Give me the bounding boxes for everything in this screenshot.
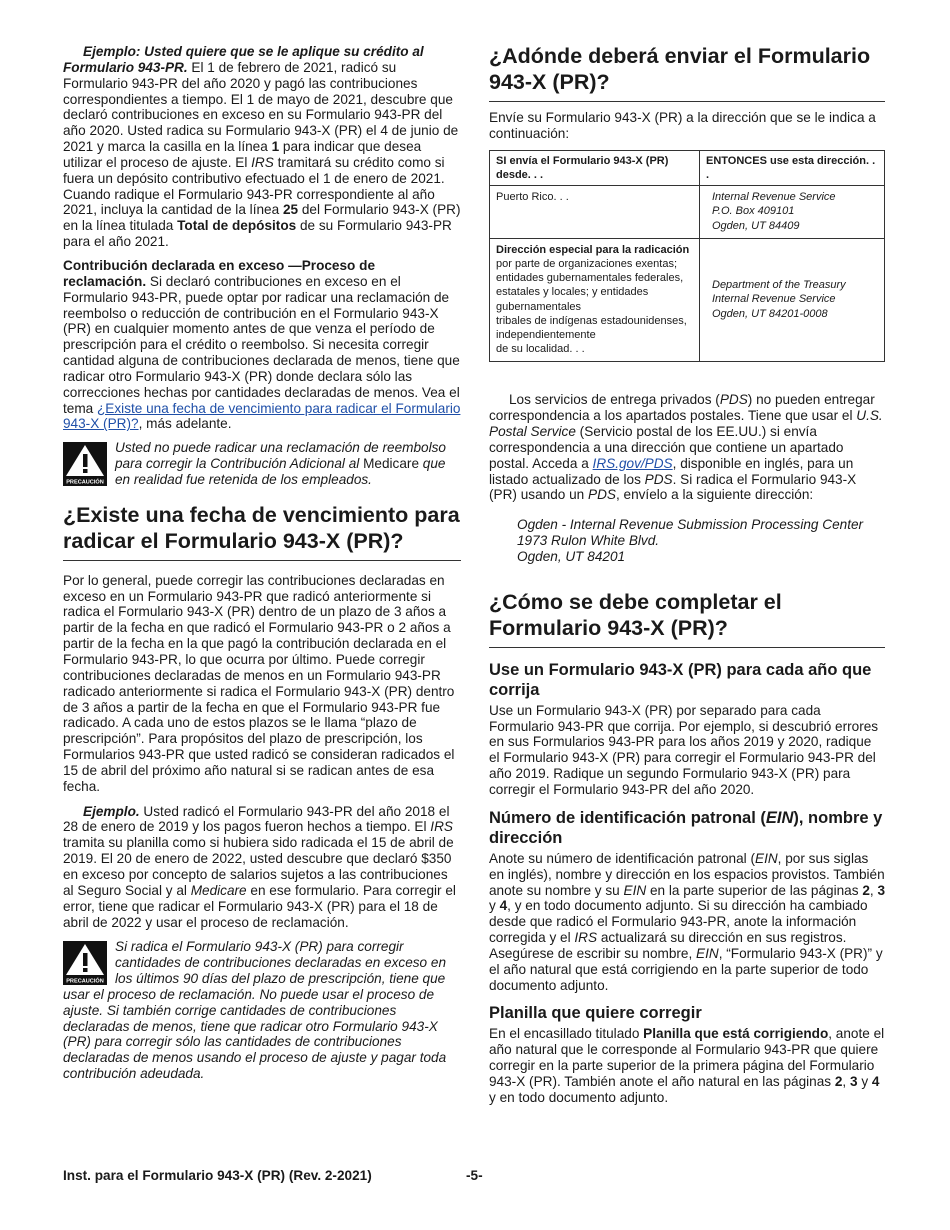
example-credit-paragraph: Ejemplo: Usted quiere que se le aplique su crédito al Formulario 943-PR. El 1 de febrero de 2021, radicó su Formulario 943-PR del año 2020 y pagó las contribuciones correspondientes a tiempo. El 1 de mayo de 2021, descubre que declaró contribuciones en exceso en su Formulario 943-PR del año 2020. Usted radica su Formulario 943-X (PR) el 4 de junio de 2021 y marca la casilla en la línea 1 para indicar que desea utilizar el proceso de ajuste. El IRS tramitará su crédito como si fuera un depósito contributivo efectuado el 1 de enero de 2021. Cuando radique el Formulario 943-PR correspondiente al año 2021, incluya la cantidad de la línea 25 del Formulario 943-X (PR) en la línea titulada Total de depósitos de su Formulario 943-PR para el año 2021.: [63, 44, 461, 250]
where-to-file-paragraph: Envíe su Formulario 943-X (PR) a la dirección que se le indica a continuación:: [489, 110, 876, 141]
heading-return-to-correct: Planilla que quiere corregir: [489, 1004, 702, 1023]
caution-label: PRECAUCIÓN: [66, 479, 104, 486]
table-cell-location: Puerto Rico. . .: [490, 186, 700, 239]
table-cell-location: Dirección especial para la radicación por parte de organizaciones exentas; entidades gubernamentales federales, estatales y locales; y entidades gubernamentales tribales de indígenas estadounidenses, independientemente de su localidad. . .: [490, 238, 700, 362]
caution-box-90-days: [63, 939, 461, 1082]
caution-warning-icon: [63, 941, 107, 985]
heading-where-to-file: ¿Adónde deberá enviar el Formulario 943-X (PR)?: [489, 43, 885, 102]
footer-page-number: -5-: [466, 1168, 483, 1183]
due-date-paragraph: Por lo general, puede corregir las contribuciones declaradas en exceso en un Formulario 943-PR que radicó anteriormente si radica el Formulario 943-X (PR) dentro de un plazo de 3 años a partir de la fecha en que radicó el Formulario 943-PR o 2 años a partir de la fecha en la que pagó la contribución declarada en el Formulario 943-PR, lo que ocurra por último. Puede corregir contribuciones declaradas de menos en un Formulario 943-PR radicado anteriormente si radica el Formulario 943-X (PR) dentro de 3 años a partir de la fecha en que el Formulario 943-PR fue radicado. A cada uno de estos plazos se le llama “plazo de prescripción”. Para propósitos del plazo de prescripción, los Formularios 943-PR que usted radicó se consideran radicados el 15 de abril del próximo año natural si se radican antes de esa fecha.: [63, 572, 455, 794]
caution-box-medicare: [63, 440, 461, 488]
table-header-address: ENTONCES use esta dirección. . .: [700, 150, 885, 185]
table-row: [490, 238, 885, 362]
right-column: [489, 0, 885, 1106]
left-column: [63, 0, 461, 1082]
footer-form-title: Inst. para el Formulario 943-X (PR) (Rev. 2-2021): [63, 1168, 372, 1183]
heading-one-form-per-year: Use un Formulario 943-X (PR) para cada año que corrija: [489, 660, 872, 699]
heading-due-date: ¿Existe una fecha de vencimiento para radicar el Formulario 943-X (PR)?: [63, 502, 461, 561]
due-date-link[interactable]: ¿Existe una fecha de vencimiento para radicar el Formulario 943-X (PR)?: [63, 400, 461, 432]
caution-medicare-text: Usted no puede radicar una reclamación de reembolso para corregir la Contribución Adicional al Medicare que en realidad fue retenida de los empleados.: [115, 440, 446, 487]
heading-how-to-complete: ¿Cómo se debe completar el Formulario 943-X (PR)?: [489, 589, 885, 648]
table-row: [490, 186, 885, 239]
overreported-claim-paragraph: Contribución declarada en exceso —Proceso de reclamación. Si declaró contribuciones en exceso en el Formulario 943-PR, puede optar por radicar una reclamación de reembolso o reducción de contribución en el Formulario 943-X (PR) en cualquier momento antes de que venza el período de prescripción para el crédito o reembolso. Si necesita corregir cantidad alguna de contribuciones declarada de menos, tiene que radicar otro Formulario 943-X (PR) donde declara sólo las correcciones hechas por cantidades declaradas de menos. Vea el tema ¿Existe una fecha de vencimiento para radicar el Formulario 943-X (PR)?, más adelante.: [63, 257, 461, 432]
address-table: [489, 150, 885, 363]
ein-paragraph: Anote su número de identificación patronal (EIN, por sus siglas en inglés), nombre y dirección en los espacios provistos. También anote su nombre y su EIN en la parte superior de las páginas 2, 3 y 4, y en todo documento adjunto. Si su dirección ha cambiado desde que radicó el Formulario 943-PR, anote la información corregida y el IRS actualizará su dirección en sus registros. Asegúrese de escribir su nombre, EIN, “Formulario 943-X (PR)” y el año natural que está corrigiendo en la parte superior de todo documento adjunto.: [489, 850, 886, 993]
ogden-address: Ogden - Internal Revenue Submission Processing Center 1973 Rulon White Blvd. Ogden, UT 84201: [517, 517, 864, 564]
caution-warning-icon: [63, 442, 107, 486]
return-to-correct-paragraph: En el encasillado titulado Planilla que está corrigiendo, anote el año natural que le corresponde al Formulario 943-PR que quiere corregir en la parte superior de la primera página del Formulario 943-X (PR). También anote el año natural en las páginas 2, 3 y 4 y en todo documento adjunto.: [489, 1026, 885, 1105]
table-cell-address: Department of the Treasury Internal Revenue Service Ogden, UT 84201-0008: [700, 238, 885, 362]
one-form-per-year-paragraph: Use un Formulario 943-X (PR) por separado para cada Formulario 943-PR que corrija. Por ejemplo, si descubrió errores en sus Formularios 943-PR para los años 2019 y 2020, radique el Formulario 943-X (PR) para corregir el Formulario 943-PR del año 2019. Radique un segundo Formulario 943-X (PR) para corregir el Formulario 943-PR del año 2020.: [489, 702, 879, 797]
irs-pds-link[interactable]: IRS.gov/PDS: [592, 455, 673, 471]
heading-ein-name-address: Número de identificación patronal (EIN), nombre y dirección: [489, 808, 883, 847]
table-header-from: SI envía el Formulario 943-X (PR) desde. . .: [490, 150, 700, 185]
caution-label: PRECAUCIÓN: [66, 978, 104, 985]
pds-paragraph: Los servicios de entrega privados (PDS) no pueden entregar correspondencia a los apartados postales. Tiene que usar el U.S. Postal Service (Servicio postal de los EE.UU.) si envía correspondencia a una dirección que contiene un apartado postal. Acceda a IRS.gov/PDS, disponible en inglés, para un listado actualizado de los PDS. Si radica el Formulario 943-X (PR) usando un PDS, envíelo a la siguiente dirección:: [489, 392, 883, 503]
table-cell-address: Internal Revenue Service P.O. Box 409101 Ogden, UT 84409: [700, 186, 885, 239]
caution-90-days-text: Si radica el Formulario 943-X (PR) para corregir cantidades de contribuciones declaradas en exceso en los últimos 90 días del plazo de prescripción, tiene que usar el proceso de reclamación. No puede usar el proceso de ajuste. Si también corrige cantidades de contribuciones declaradas de menos, tiene que radicar otro Formulario 943-X (PR) para corregir sólo las cantidades de contribuciones declaradas de menos usando el proceso de ajuste y pagar toda contribución adeudada.: [63, 939, 447, 1082]
table-header-row: [490, 150, 885, 185]
example-due-date-paragraph: Ejemplo. Usted radicó el Formulario 943-PR del año 2018 el 28 de enero de 2019 y los pagos fueron hechos a tiempo. El IRS tramita su planilla como si hubiera sido radicada el 15 de abril de 2019. El 20 de enero de 2022, usted descubre que declaró $350 en exceso por concepto de salarios sujetos a las contribuciones al Seguro Social y al Medicare en ese formulario. Para corregir el error, tiene que radicar el Formulario 943-X (PR) para el 18 de abril de 2022 y usar el proceso de reclamación.: [63, 803, 456, 930]
